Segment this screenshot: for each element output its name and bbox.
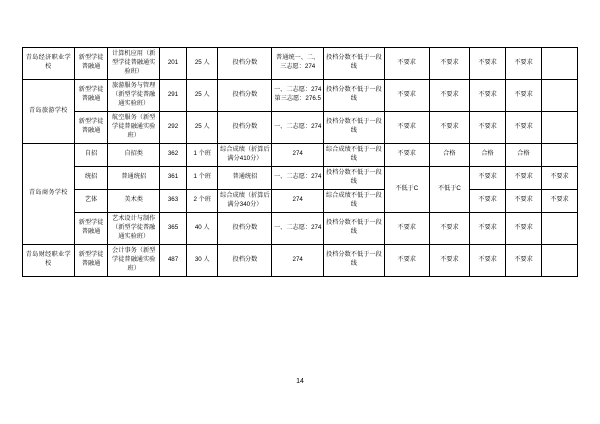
cell-score: 274: [272, 143, 324, 166]
table-row: [23, 244, 578, 276]
cell-culture: 投档分数不低于一段线: [324, 212, 385, 244]
cell-req2: 不要求: [470, 79, 506, 111]
cell-culture: 综合成绩不低于一段线: [324, 143, 385, 166]
cell-method: 投档分数: [218, 48, 272, 80]
cell-req1: 不要求: [429, 48, 469, 80]
cell-req1: 合格: [429, 143, 469, 166]
cell-req4: [541, 212, 577, 244]
cell-req4: [541, 48, 577, 80]
cell-composite: 不要求: [384, 244, 429, 276]
cell-code: 365: [160, 212, 187, 244]
table-row: [23, 111, 578, 143]
cell-req4: [541, 79, 577, 111]
cell-req3: 不要求: [506, 244, 542, 276]
cell-plan: 1 个班: [187, 166, 218, 189]
cell-req3: 不要求: [506, 79, 542, 111]
cell-req2: 不要求: [470, 111, 506, 143]
cell-req4: 不要求: [541, 166, 577, 189]
cell-req3: 不要求: [506, 111, 542, 143]
cell-plan: 1 个班: [187, 143, 218, 166]
table-row: [23, 48, 578, 80]
cell-method: 投档分数: [218, 244, 272, 276]
cell-req3: 不要求: [506, 189, 542, 212]
cell-plan: 25 人: [187, 111, 218, 143]
cell-req3: 不要求: [506, 48, 542, 80]
cell-composite: 不低于C: [384, 166, 429, 212]
cell-type: 自招: [74, 143, 108, 166]
cell-score: 一、二志愿：274第三志愿：276.5: [272, 79, 324, 111]
admissions-table-container: [22, 47, 578, 277]
cell-major: 航空服务（新型学徒普融通实验班）: [108, 111, 160, 143]
cell-req4: [541, 111, 577, 143]
cell-major: 艺术设计与制作（新型学徒普融通实验班）: [108, 212, 160, 244]
cell-score: 274: [272, 244, 324, 276]
cell-culture: 投档分数不低于一段线: [324, 111, 385, 143]
table-row: [23, 212, 578, 244]
cell-culture: 综合成绩不低于一段线: [324, 189, 385, 212]
cell-type: 新型学徒普融通: [74, 111, 108, 143]
cell-culture: 投档分数不低于一段线: [324, 48, 385, 80]
cell-req1: 不低于C: [429, 166, 469, 212]
cell-req2: 不要求: [470, 166, 506, 189]
cell-culture: 投档分数不低于一段线: [324, 244, 385, 276]
cell-req4: [541, 143, 577, 166]
cell-code: 291: [160, 79, 187, 111]
cell-score: 一、二志愿：274: [272, 212, 324, 244]
page-number: 14: [296, 378, 304, 385]
cell-plan: 2 个班: [187, 189, 218, 212]
cell-plan: 30 人: [187, 244, 218, 276]
cell-composite: 不要求: [384, 212, 429, 244]
cell-req2: 不要求: [470, 189, 506, 212]
cell-code: 487: [160, 244, 187, 276]
cell-method: 投档分数: [218, 212, 272, 244]
cell-major: 自招类: [108, 143, 160, 166]
cell-culture: 投档分数不低于一段线: [324, 166, 385, 189]
cell-method: 综合成绩（折算后满分340分）: [218, 189, 272, 212]
cell-type: 统招: [74, 166, 108, 189]
cell-school: 青岛商务学校: [23, 143, 75, 244]
cell-req3: 不要求: [506, 212, 542, 244]
cell-culture: 投档分数不低于一段线: [324, 79, 385, 111]
cell-req4: 不要求: [541, 189, 577, 212]
cell-req1: 不要求: [429, 111, 469, 143]
cell-req1: 不要求: [429, 244, 469, 276]
cell-req3: 合格: [506, 143, 542, 166]
cell-composite: 不要求: [384, 79, 429, 111]
cell-major: 普通统招: [108, 166, 160, 189]
cell-composite: 不要求: [384, 143, 429, 166]
cell-school: 青岛财经职业学校: [23, 244, 75, 276]
cell-code: 363: [160, 189, 187, 212]
cell-method: 综合成绩（折算后满分410分）: [218, 143, 272, 166]
table-row: [23, 143, 578, 166]
cell-score: 普通统一、二、三志愿：274: [272, 48, 324, 80]
cell-method: 投档分数: [218, 79, 272, 111]
cell-school: 青岛经济职业学校: [23, 48, 75, 80]
cell-req2: 合格: [470, 143, 506, 166]
cell-school: 青岛旅游学校: [23, 79, 75, 143]
cell-major: 美术类: [108, 189, 160, 212]
table-row: [23, 189, 578, 212]
cell-type: 艺体: [74, 189, 108, 212]
cell-type: 新型学徒普融通: [74, 244, 108, 276]
cell-plan: 25 人: [187, 48, 218, 80]
cell-score: 一、二志愿：274: [272, 111, 324, 143]
cell-composite: 不要求: [384, 111, 429, 143]
cell-code: 361: [160, 166, 187, 189]
cell-score: 274: [272, 189, 324, 212]
cell-method: 普通统招: [218, 166, 272, 189]
cell-composite: 不要求: [384, 48, 429, 80]
cell-req2: 不要求: [470, 48, 506, 80]
cell-req1: 不要求: [429, 212, 469, 244]
cell-req3: 不要求: [506, 166, 542, 189]
cell-major: 计算机应用（新型学徒普融通实验班）: [108, 48, 160, 80]
cell-req4: [541, 244, 577, 276]
cell-score: 一、二志愿：274: [272, 166, 324, 189]
table-row: [23, 79, 578, 111]
cell-code: 201: [160, 48, 187, 80]
cell-req2: 不要求: [470, 212, 506, 244]
admissions-table: [22, 47, 578, 277]
cell-req2: 不要求: [470, 244, 506, 276]
cell-type: 新型学徒普融通: [74, 48, 108, 80]
table-row: [23, 166, 578, 189]
cell-major: 会计事务（新型学徒普融通实验班）: [108, 244, 160, 276]
cell-method: 投档分数: [218, 111, 272, 143]
cell-major: 旅游服务与管理（新型学徒普融通实验班）: [108, 79, 160, 111]
cell-plan: 25 人: [187, 79, 218, 111]
cell-req1: 不要求: [429, 79, 469, 111]
cell-code: 362: [160, 143, 187, 166]
cell-code: 292: [160, 111, 187, 143]
cell-plan: 40 人: [187, 212, 218, 244]
cell-type: 新型学徒普融通: [74, 79, 108, 111]
cell-type: 新型学徒普融通: [74, 212, 108, 244]
